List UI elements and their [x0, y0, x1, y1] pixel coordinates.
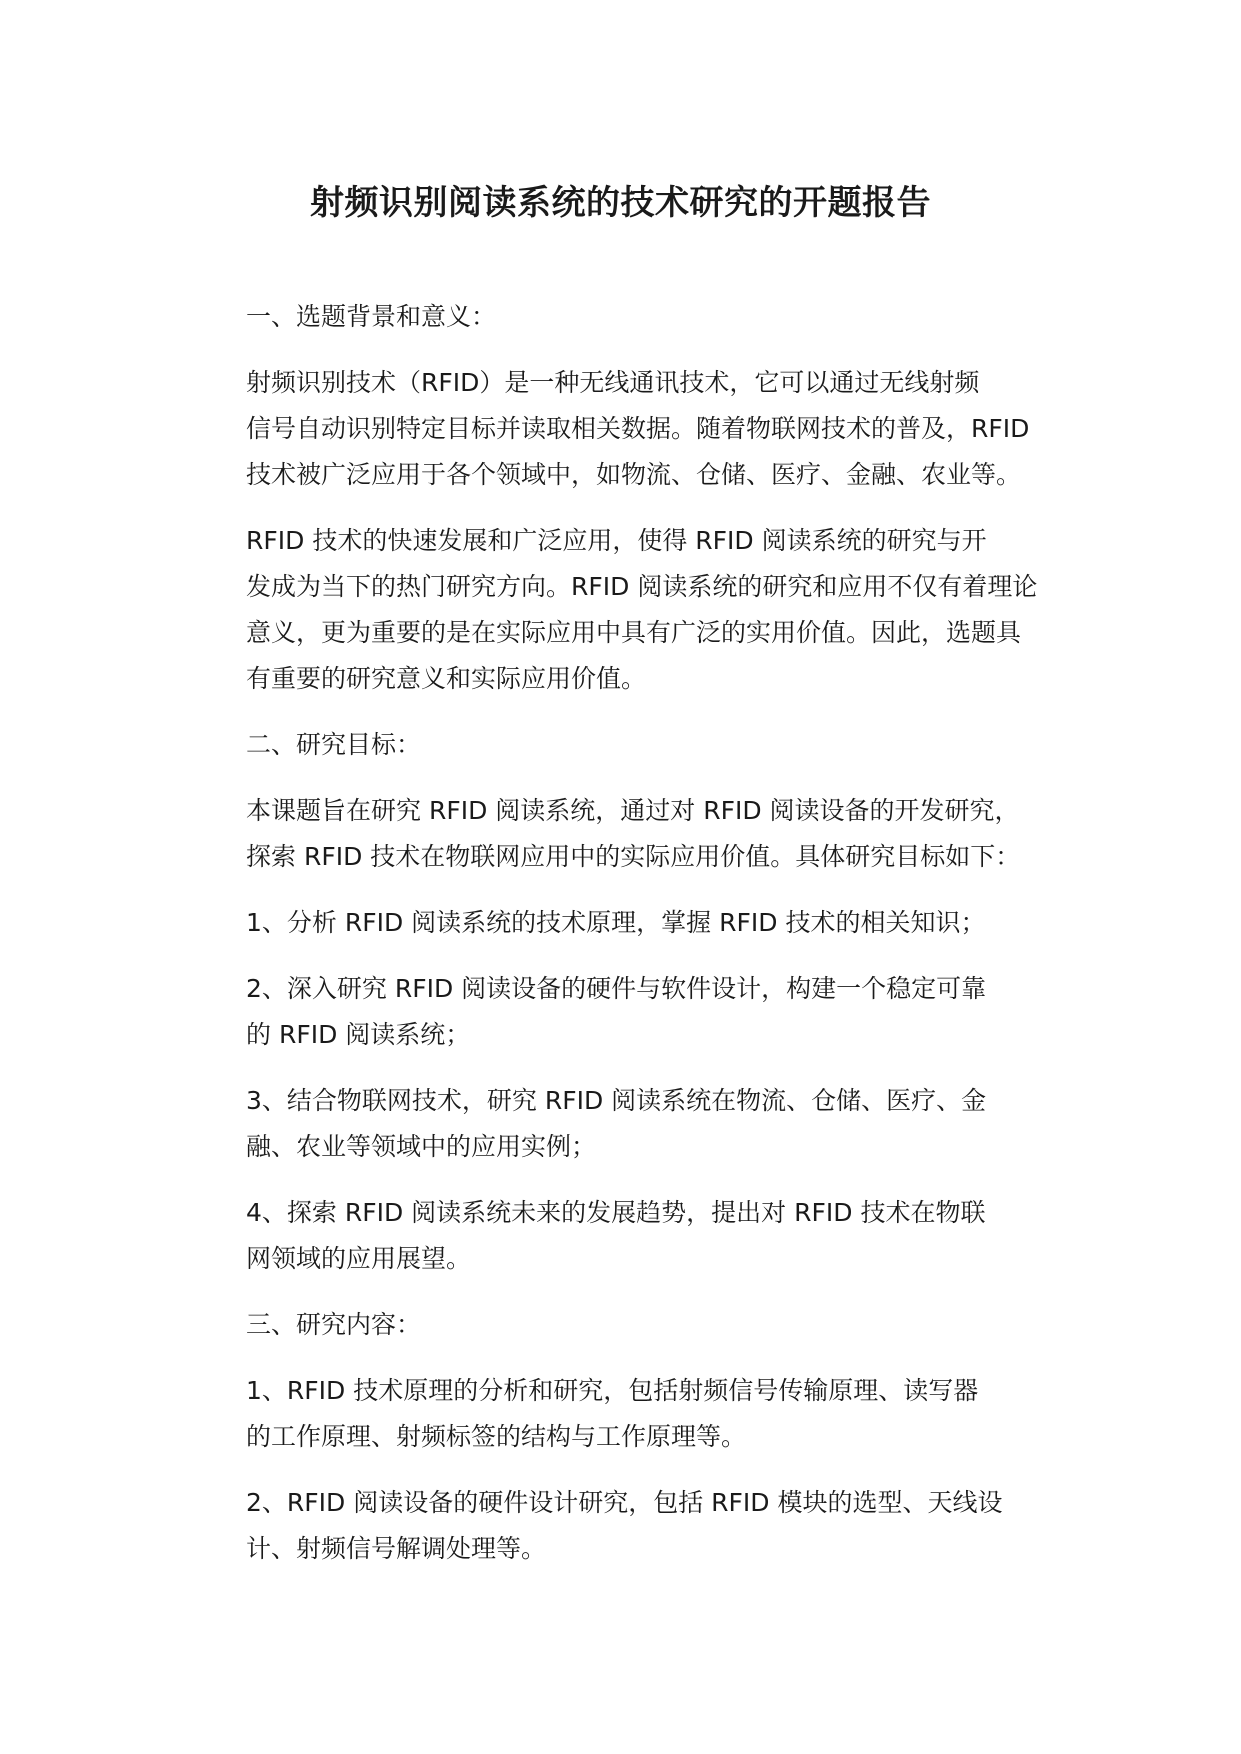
text-line: 信号自动识别特定目标并读取相关数据。随着物联网技术的普及，RFID — [246, 414, 1030, 443]
document-title: 射频识别阅读系统的技术研究的开题报告 — [310, 183, 931, 223]
goals-intro-paragraph — [188, 788, 1068, 880]
text-line: 3、结合物联网技术，研究 RFID 阅读系统在物流、仓储、医疗、金 — [246, 1086, 987, 1115]
background-paragraph-2 — [188, 518, 1068, 702]
goals-item-2 — [188, 966, 1068, 1058]
text-line: 的工作原理、射频标签的结构与工作原理等。 — [246, 1422, 747, 1451]
text-line: 2、RFID 阅读设备的硬件设计研究，包括 RFID 模块的选型、天线设 — [246, 1488, 1003, 1517]
goals-item-1 — [188, 900, 1068, 946]
text-line: 1、RFID 技术原理的分析和研究，包括射频信号传输原理、读写器 — [246, 1376, 979, 1405]
text-line: 意义，更为重要的是在实际应用中具有广泛的实用价值。因此，选题具 — [246, 618, 1022, 647]
text-line: 融、农业等领域中的应用实例； — [246, 1132, 597, 1161]
section-heading-content: 三、研究内容： — [246, 1310, 422, 1339]
goals-item-3 — [188, 1078, 1068, 1170]
text-line: RFID 技术的快速发展和广泛应用，使得 RFID 阅读系统的研究与开 — [246, 526, 987, 555]
text-line: 1、分析 RFID 阅读系统的技术原理，掌握 RFID 技术的相关知识； — [246, 908, 986, 937]
text-line: 计、射频信号解调处理等。 — [246, 1534, 547, 1563]
text-line: 的 RFID 阅读系统； — [246, 1020, 471, 1049]
text-line: 有重要的研究意义和实际应用价值。 — [246, 664, 647, 693]
text-line: 2、深入研究 RFID 阅读设备的硬件与软件设计，构建一个稳定可靠 — [246, 974, 987, 1003]
text-line: 4、探索 RFID 阅读系统未来的发展趋势，提出对 RFID 技术在物联 — [246, 1198, 986, 1227]
background-paragraph-1 — [188, 360, 1068, 498]
goals-item-4 — [188, 1190, 1068, 1282]
document-body — [188, 294, 1068, 1592]
text-line: 发成为当下的热门研究方向。RFID 阅读系统的研究和应用不仅有着理论 — [246, 572, 1038, 601]
text-line: 网领域的应用展望。 — [246, 1244, 472, 1273]
section-heading-goals: 二、研究目标： — [246, 730, 422, 759]
section-heading-background: 一、选题背景和意义： — [246, 302, 497, 331]
text-line: 技术被广泛应用于各个领域中，如物流、仓储、医疗、金融、农业等。 — [246, 460, 1022, 489]
content-item-2 — [188, 1480, 1068, 1572]
text-line: 射频识别技术（RFID）是一种无线通讯技术，它可以通过无线射频 — [246, 368, 980, 397]
text-line: 本课题旨在研究 RFID 阅读系统，通过对 RFID 阅读设备的开发研究， — [246, 796, 1020, 825]
content-item-1 — [188, 1368, 1068, 1460]
text-line: 探索 RFID 技术在物联网应用中的实际应用价值。具体研究目标如下： — [246, 842, 1021, 871]
